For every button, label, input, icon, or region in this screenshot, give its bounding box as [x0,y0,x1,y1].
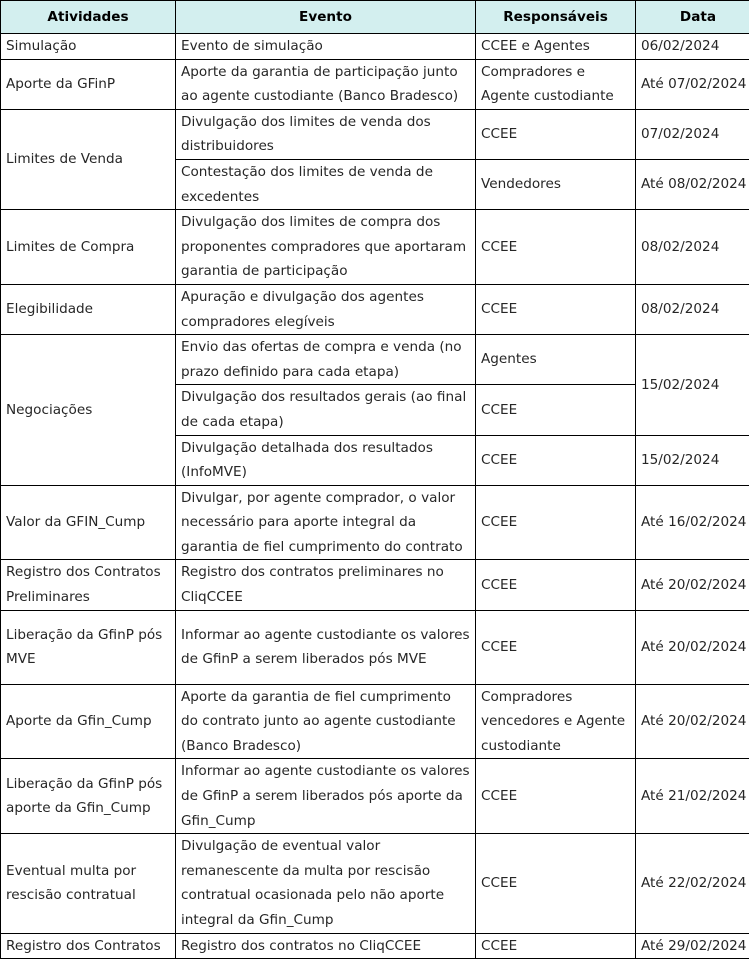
cell-responsaveis: CCEE e Agentes [476,34,636,60]
cell-atividade: Registro dos Contratos Preliminares [1,560,176,610]
cell-responsaveis: CCEE [476,834,636,933]
cell-evento: Divulgação dos limites de venda dos distribuidores [176,109,476,159]
cell-atividade: Liberação da GfinP pós MVE [1,610,176,684]
cell-atividade: Liberação da GfinP pós aporte da Gfin_Cump [1,759,176,834]
cell-atividade: Eventual multa por rescisão contratual [1,834,176,933]
cell-responsaveis: CCEE [476,435,636,485]
cell-responsaveis: CCEE [476,560,636,610]
cell-data: Até 29/02/2024 [636,933,749,959]
cell-data: 08/02/2024 [636,210,749,285]
cell-data: 15/02/2024 [636,435,749,485]
cell-atividade: Negociações [1,335,176,486]
cell-data: Até 20/02/2024 [636,684,749,759]
cell-responsaveis: CCEE [476,210,636,285]
cell-evento: Informar ao agente custodiante os valores de GfinP a serem liberados pós MVE [176,610,476,684]
table-row [1,34,749,60]
cell-atividade: Registro dos Contratos [1,933,176,959]
cell-responsaveis: Vendedores [476,159,636,209]
cell-atividade: Simulação [1,34,176,60]
table-row [1,284,749,334]
cell-evento: Evento de simulação [176,34,476,60]
cell-data: Até 20/02/2024 [636,560,749,610]
cell-evento: Apuração e divulgação dos agentes compradores elegíveis [176,284,476,334]
cell-data: Até 08/02/2024 [636,159,749,209]
cell-data: Até 20/02/2024 [636,610,749,684]
cell-evento: Envio das ofertas de compra e venda (no prazo definido para cada etapa) [176,335,476,385]
table-row [1,834,749,933]
cell-atividade: Limites de Venda [1,109,176,209]
cell-responsaveis: Agentes [476,335,636,385]
cell-data: 08/02/2024 [636,284,749,334]
table-row [1,59,749,109]
table-row [1,210,749,285]
cell-responsaveis: CCEE [476,759,636,834]
table-row [1,109,749,159]
cell-responsaveis: CCEE [476,109,636,159]
header-row [1,1,749,34]
cell-data: 07/02/2024 [636,109,749,159]
cell-evento: Aporte da garantia de fiel cumprimento do contrato junto ao agente custodiante (Banco Bradesco) [176,684,476,759]
table-row [1,335,749,385]
cell-data: Até 21/02/2024 [636,759,749,834]
cell-evento: Divulgar, por agente comprador, o valor necessário para aporte integral da garantia de fiel cumprimento do contrato [176,485,476,560]
cell-data: Até 16/02/2024 [636,485,749,560]
cell-evento: Divulgação de eventual valor remanescente da multa por rescisão contratual ocasionada pelo não aporte integral da Gfin_Cump [176,834,476,933]
cell-data: Até 07/02/2024 [636,59,749,109]
header-data: Data [636,1,749,34]
table-row [1,610,749,684]
cell-responsaveis: CCEE [476,485,636,560]
cell-evento: Divulgação dos limites de compra dos proponentes compradores que aportaram garantia de participação [176,210,476,285]
cell-evento: Informar ao agente custodiante os valores de GfinP a serem liberados pós aporte da Gfin_Cump [176,759,476,834]
cell-evento: Divulgação detalhada dos resultados (InfoMVE) [176,435,476,485]
cell-data: 15/02/2024 [636,335,749,435]
cell-responsaveis: CCEE [476,933,636,959]
cell-atividade: Aporte da GFinP [1,59,176,109]
header-evento: Evento [176,1,476,34]
cell-responsaveis: CCEE [476,284,636,334]
cell-responsaveis: CCEE [476,385,636,435]
cell-atividade: Elegibilidade [1,284,176,334]
cell-responsaveis: CCEE [476,610,636,684]
cell-evento: Registro dos contratos no CliqCCEE [176,933,476,959]
table-row [1,560,749,610]
cell-responsaveis: Compradores e Agente custodiante [476,59,636,109]
table-row [1,933,749,959]
cell-atividade: Aporte da Gfin_Cump [1,684,176,759]
header-responsaveis: Responsáveis [476,1,636,34]
table-row [1,759,749,834]
cell-data: 06/02/2024 [636,34,749,60]
cell-atividade: Valor da GFIN_Cump [1,485,176,560]
header-atividades: Atividades [1,1,176,34]
cell-evento: Contestação dos limites de venda de excedentes [176,159,476,209]
table-row [1,485,749,560]
cell-responsaveis: Compradores vencedores e Agente custodiante [476,684,636,759]
cell-evento: Divulgação dos resultados gerais (ao final de cada etapa) [176,385,476,435]
table-row [1,684,749,759]
cell-evento: Aporte da garantia de participação junto ao agente custodiante (Banco Bradesco) [176,59,476,109]
cell-evento: Registro dos contratos preliminares no CliqCCEE [176,560,476,610]
cell-atividade: Limites de Compra [1,210,176,285]
cell-data: Até 22/02/2024 [636,834,749,933]
